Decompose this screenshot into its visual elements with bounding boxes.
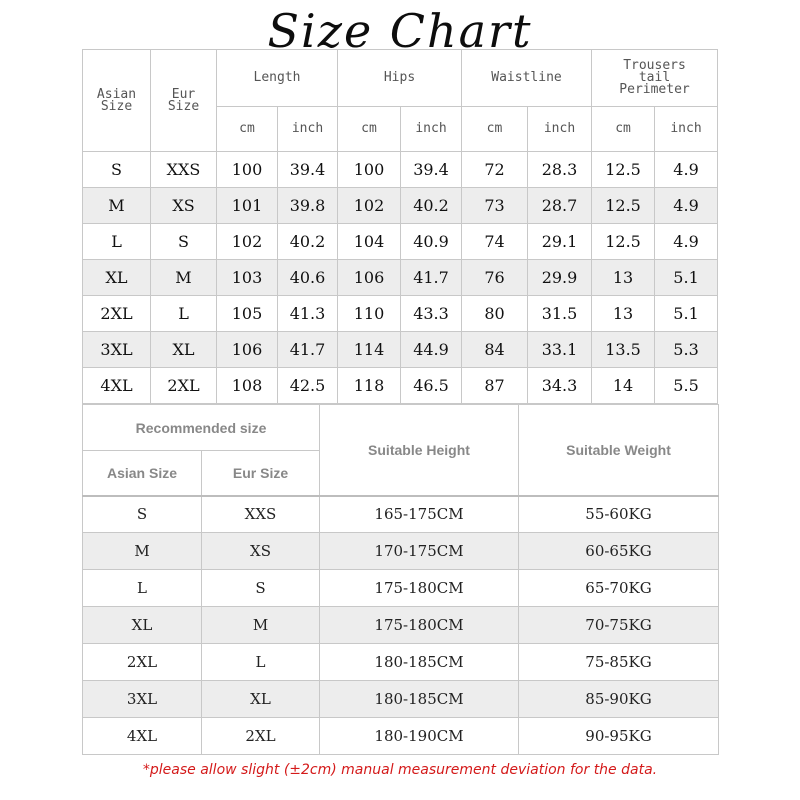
table-cell: S [202, 570, 320, 607]
table-row [83, 260, 718, 296]
table-cell: M [83, 188, 151, 224]
table-cell: M [151, 260, 217, 296]
table-cell: XL [83, 607, 202, 644]
table-cell: 165-175CM [320, 496, 519, 533]
table-cell: 12.5 [592, 224, 655, 260]
table-cell: 13.5 [592, 332, 655, 368]
table-cell: 33.1 [528, 332, 592, 368]
table-cell: 39.4 [278, 152, 338, 188]
table-cell: 110 [338, 296, 401, 332]
table-cell: 4.9 [655, 152, 718, 188]
table-cell: 5.3 [655, 332, 718, 368]
table-cell: M [83, 533, 202, 570]
table-cell: 65-70KG [519, 570, 719, 607]
table-cell: 105 [217, 296, 278, 332]
unit-header: inch [528, 107, 592, 152]
table-cell: 180-185CM [320, 644, 519, 681]
table-row [83, 188, 718, 224]
table-cell: 102 [338, 188, 401, 224]
header-hips: Hips [338, 50, 462, 107]
header-asian-size: Asian Size [83, 50, 151, 152]
table-cell: 28.3 [528, 152, 592, 188]
table-cell: S [83, 496, 202, 533]
page-title: Size Chart [267, 4, 533, 58]
table-cell: 4.9 [655, 224, 718, 260]
table-cell: 101 [217, 188, 278, 224]
table-cell: XL [83, 260, 151, 296]
measurement-note: *please allow slight (±2cm) manual measurement deviation for the data. [142, 762, 658, 778]
table-cell: S [151, 224, 217, 260]
table-cell: 180-190CM [320, 718, 519, 755]
table-cell: 75-85KG [519, 644, 719, 681]
unit-header: inch [655, 107, 718, 152]
unit-header: inch [278, 107, 338, 152]
table-row [83, 533, 719, 570]
table-cell: 2XL [202, 718, 320, 755]
table-cell: 55-60KG [519, 496, 719, 533]
table-cell: 102 [217, 224, 278, 260]
table-cell: 2XL [83, 296, 151, 332]
table-cell: 72 [462, 152, 528, 188]
table-cell: 14 [592, 368, 655, 404]
table-cell: XL [202, 681, 320, 718]
table-cell: 170-175CM [320, 533, 519, 570]
table-row [83, 681, 719, 718]
table-cell: 175-180CM [320, 570, 519, 607]
table-row [83, 368, 718, 404]
table-cell: 60-65KG [519, 533, 719, 570]
table-cell: 28.7 [528, 188, 592, 224]
table-cell: 44.9 [401, 332, 462, 368]
table-cell: 5.1 [655, 260, 718, 296]
table-cell: L [202, 644, 320, 681]
unit-header: cm [592, 107, 655, 152]
header-eur-size: Eur Size [202, 451, 320, 496]
table-cell: XL [151, 332, 217, 368]
table-cell: 13 [592, 296, 655, 332]
table-cell: 76 [462, 260, 528, 296]
size-measurement-table [82, 49, 718, 404]
table-row [83, 570, 719, 607]
header-suitable-height: Suitable Height [320, 405, 519, 496]
table-row [83, 607, 719, 644]
table-cell: 106 [338, 260, 401, 296]
table-cell: 2XL [83, 644, 202, 681]
table-cell: 100 [217, 152, 278, 188]
table-cell: 4XL [83, 718, 202, 755]
table-cell: 100 [338, 152, 401, 188]
table-cell: XXS [151, 152, 217, 188]
table-cell: 84 [462, 332, 528, 368]
table-cell: 70-75KG [519, 607, 719, 644]
table-cell: L [151, 296, 217, 332]
unit-header: cm [217, 107, 278, 152]
table-cell: 180-185CM [320, 681, 519, 718]
header-recommended-size: Recommended size [83, 405, 320, 451]
table-cell: 87 [462, 368, 528, 404]
table-cell: 12.5 [592, 188, 655, 224]
table-cell: 90-95KG [519, 718, 719, 755]
table-cell: 106 [217, 332, 278, 368]
table-cell: 40.6 [278, 260, 338, 296]
recommended-size-table [82, 404, 719, 755]
table-row [83, 718, 719, 755]
table-cell: 4.9 [655, 188, 718, 224]
table-cell: 43.3 [401, 296, 462, 332]
table-cell: 34.3 [528, 368, 592, 404]
header-eur-size: Eur Size [151, 50, 217, 152]
table-cell: 3XL [83, 681, 202, 718]
table-cell: 114 [338, 332, 401, 368]
unit-header: cm [462, 107, 528, 152]
table-cell: 13 [592, 260, 655, 296]
table-cell: L [83, 570, 202, 607]
table-row [83, 296, 718, 332]
table-cell: 39.4 [401, 152, 462, 188]
table-cell: 41.7 [278, 332, 338, 368]
table-cell: S [83, 152, 151, 188]
table-cell: 5.5 [655, 368, 718, 404]
table-cell: 41.7 [401, 260, 462, 296]
table-cell: XS [151, 188, 217, 224]
table-row [83, 224, 718, 260]
table-cell: 29.9 [528, 260, 592, 296]
table-cell: 4XL [83, 368, 151, 404]
table-cell: 118 [338, 368, 401, 404]
header-length: Length [217, 50, 338, 107]
unit-header: cm [338, 107, 401, 152]
table-cell: 103 [217, 260, 278, 296]
table-cell: 5.1 [655, 296, 718, 332]
table-cell: 73 [462, 188, 528, 224]
table-cell: 104 [338, 224, 401, 260]
header-asian-size: Asian Size [83, 451, 202, 496]
table-cell: 46.5 [401, 368, 462, 404]
table-cell: 31.5 [528, 296, 592, 332]
table-cell: 40.2 [278, 224, 338, 260]
table-row [83, 332, 718, 368]
table-cell: 40.2 [401, 188, 462, 224]
table-cell: 108 [217, 368, 278, 404]
table-cell: XS [202, 533, 320, 570]
table-cell: 85-90KG [519, 681, 719, 718]
table-cell: 39.8 [278, 188, 338, 224]
table-cell: 175-180CM [320, 607, 519, 644]
table-cell: L [83, 224, 151, 260]
table-cell: 2XL [151, 368, 217, 404]
table-row [83, 644, 719, 681]
unit-header: inch [401, 107, 462, 152]
table-cell: 74 [462, 224, 528, 260]
header-trousers-tail-perimeter: Trousers tail Perimeter [592, 50, 718, 107]
header-suitable-weight: Suitable Weight [519, 405, 719, 496]
table-cell: 29.1 [528, 224, 592, 260]
table-row [83, 496, 719, 533]
table-cell: 80 [462, 296, 528, 332]
table-cell: 3XL [83, 332, 151, 368]
table-cell: XXS [202, 496, 320, 533]
table-row [83, 152, 718, 188]
table-cell: 40.9 [401, 224, 462, 260]
table-cell: 12.5 [592, 152, 655, 188]
table-cell: M [202, 607, 320, 644]
table-cell: 41.3 [278, 296, 338, 332]
table-cell: 42.5 [278, 368, 338, 404]
header-waistline: Waistline [462, 50, 592, 107]
